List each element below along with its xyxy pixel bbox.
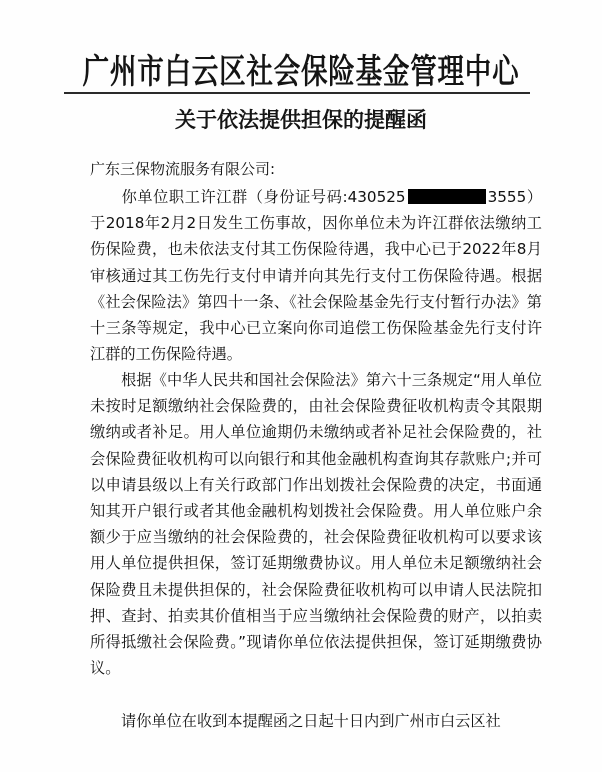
redaction-bar bbox=[408, 189, 486, 204]
paragraph-2 bbox=[90, 367, 542, 681]
header-divider bbox=[64, 92, 530, 94]
paragraph-1-part-a: 你单位职工许江群（身份证号码:430525 bbox=[121, 188, 406, 206]
paragraph-1-part-b: 3555）于2018年2月2日发生工伤事故，因你单位未为许江群依法缴纳工伤保险费，也未依法支付其工伤保险待遇，我中心已于2022年8月审核通过其工伤先行支付申请并向其先行支付工伤保险待遇。根据《社会保险法》第四十一条、《社会保险基金先行支付暂行办法》第十三条等规定，我中心已立案向你司追偿工伤保险基金先行支付许江群的工伤保险待遇。 bbox=[90, 188, 543, 364]
document-title: 关于依法提供担保的提醒函 bbox=[175, 107, 427, 132]
paragraph-3 bbox=[90, 708, 542, 734]
paragraph-2-text: 根据《中华人民共和国社会保险法》第六十三条规定“用人单位未按时足额缴纳社会保险费的，由社会保险费征收机构责令其限期缴纳或者补足。用人单位逾期仍未缴纳或者补足社会保险费的，社会保险费征收机构可以向银行和其他金融机构查询其存款账户;并可以申请县级以上有关行政部门作出划拨社会保险费的决定，书面通知其开户银行或者其他金融机构划拨社会保险费。用人单位账户余额少于应当缴纳的社会保险费的，社会保险费征收机构可以要求该用人单位提供担保，签订延期缴费协议。用人单位未足额缴纳社会保险费且未提供担保的，社会保险费征收机构可以申请人民法院扣押、查封、拍卖其价值相当于应当缴纳社会保险费的财产，以拍卖所得抵缴社会保险费。”现请你单位依法提供担保，签订延期缴费协议。 bbox=[90, 371, 542, 678]
paragraph-1 bbox=[90, 184, 542, 367]
paragraph-3-text: 请你单位在收到本提醒函之日起十日内到广州市白云区社 bbox=[121, 712, 501, 730]
organization-header: 广州市白云区社会保险基金管理中心 bbox=[82, 52, 520, 92]
addressee: 广东三保物流服务有限公司: bbox=[90, 160, 276, 178]
